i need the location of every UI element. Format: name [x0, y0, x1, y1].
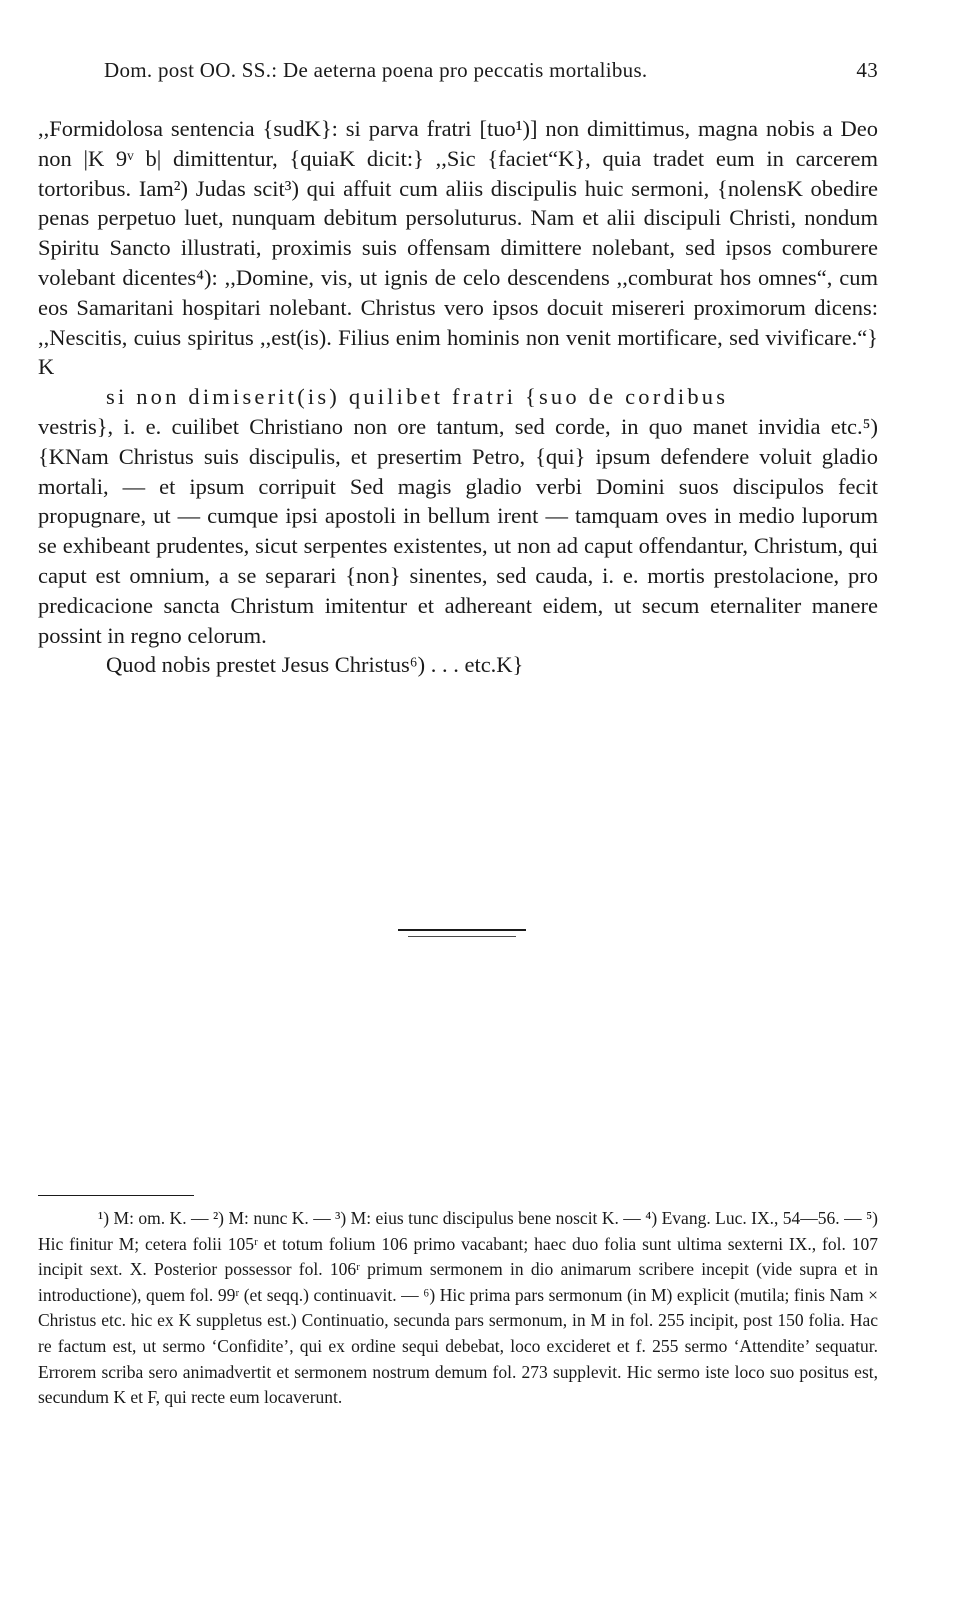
page-number: 43: [856, 58, 878, 82]
section-separator: [398, 929, 526, 931]
paragraph: ,,Formidolosa sentencia {sudK}: si parva fratri [tuo¹)] non dimittimus, magna nobis a Deo non |K 9ᵛ b| dimittentur, {quiaK dicit:} ,,Sic {faciet“K}, quia tradet eum in carcerem tortoribus. Iam²) Judas scit³) qui affuit cum aliis discipulis huic sermoni, {nolensK obedire penas perpetuo luet, nunquam debitum persoluturus. Nam et alii discipuli Christi, nondum Spiritu Sancto illustrati, proximis suis offensam dimittere nolebant, sed ipsos comburere volebant dicentes⁴): ,,Domine, vis, ut ignis de celo descendens ,,comburat hos omnes“, cum eos Samaritani hospitari nolebant. Christus vero ipsos docuit misereri proximorum dicens: ,,Nescitis, cuius spiritus ,,est(is). Filius enim hominis non venit mortificare, sed vivificare.“} K: [38, 116, 878, 380]
section-separator-thin: [408, 936, 516, 937]
paragraph: vestris}, i. e. cuilibet Christiano non ore tantum, sed corde, in quo manet invidia etc.⁵) {KNam Christus suis discipulis, et presertim Petro, {qui} ipsum defendere voluit gladio mortali, — et ipsum corripuit Sed magis gladio verbi Domini suos discipulos fecit propugnare, ut — cumque ipsi apostoli in bellum irent — tamquam oves in medio luporum se exhibeant prudentes, sicut serpentes existentes, ut non ad caput offendantur, Christum, qui caput est omnium, a se separari {non} sinentes, sed cauda, i. e. mortis prestolacione, pro predicacione sancta Christum imitentur et adhereant eidem, ut secum eternaliter manere possint in regno celorum.: [38, 413, 878, 648]
closing-line: Quod nobis prestet Jesus Christus⁶) . . . etc.K}: [106, 652, 524, 678]
running-header: [38, 58, 878, 88]
paragraph-spaced-line: si non dimiserit(is) quilibet fratri {suo de cordibus: [106, 384, 729, 410]
footnote-text: ¹) M: om. K. — ²) M: nunc K. — ³) M: eius tunc discipulus bene noscit K. — ⁴) Evang. Luc. IX., 54—56. — ⁵) Hic finitur M; cetera folii 105ʳ et totum folium 106 primo vacabant; haec duo folia sunt ultima sexterni IX., fol. 107 incipit sext. X. Posterior possessor fol. 106ʳ primum sermonem in dio animarum scribere incepit (vide supra et in introductione), quem fol. 99ʳ (et seqq.) continuavit. — ⁶) Hic prima pars sermonum (in M) explicit (mutila; finis Nam × Christus etc. hic ex K suppletus est.) Continuatio, secunda pars sermonum, in M in fol. 255 incipit, post 150 folia. Hac re factum est, ut sermo ‘Confidite’, qui ex ordine sequi debebat, loco excideret et f. 255 sermo ‘Attendite’ sequatur. Errorem scriba sero animadvertit et sermonem nostrum demum fol. 273 supplevit. Hic sermo iste loco suo positus est, secundum K et F, qui recte eum locaverunt.: [38, 1208, 878, 1408]
footnote-rule: [38, 1195, 194, 1196]
running-title: Dom. post OO. SS.: De aeterna poena pro peccatis mortalibus.: [104, 58, 648, 82]
main-text: [38, 114, 878, 680]
footnotes: [38, 1206, 878, 1411]
page: [38, 0, 878, 1617]
